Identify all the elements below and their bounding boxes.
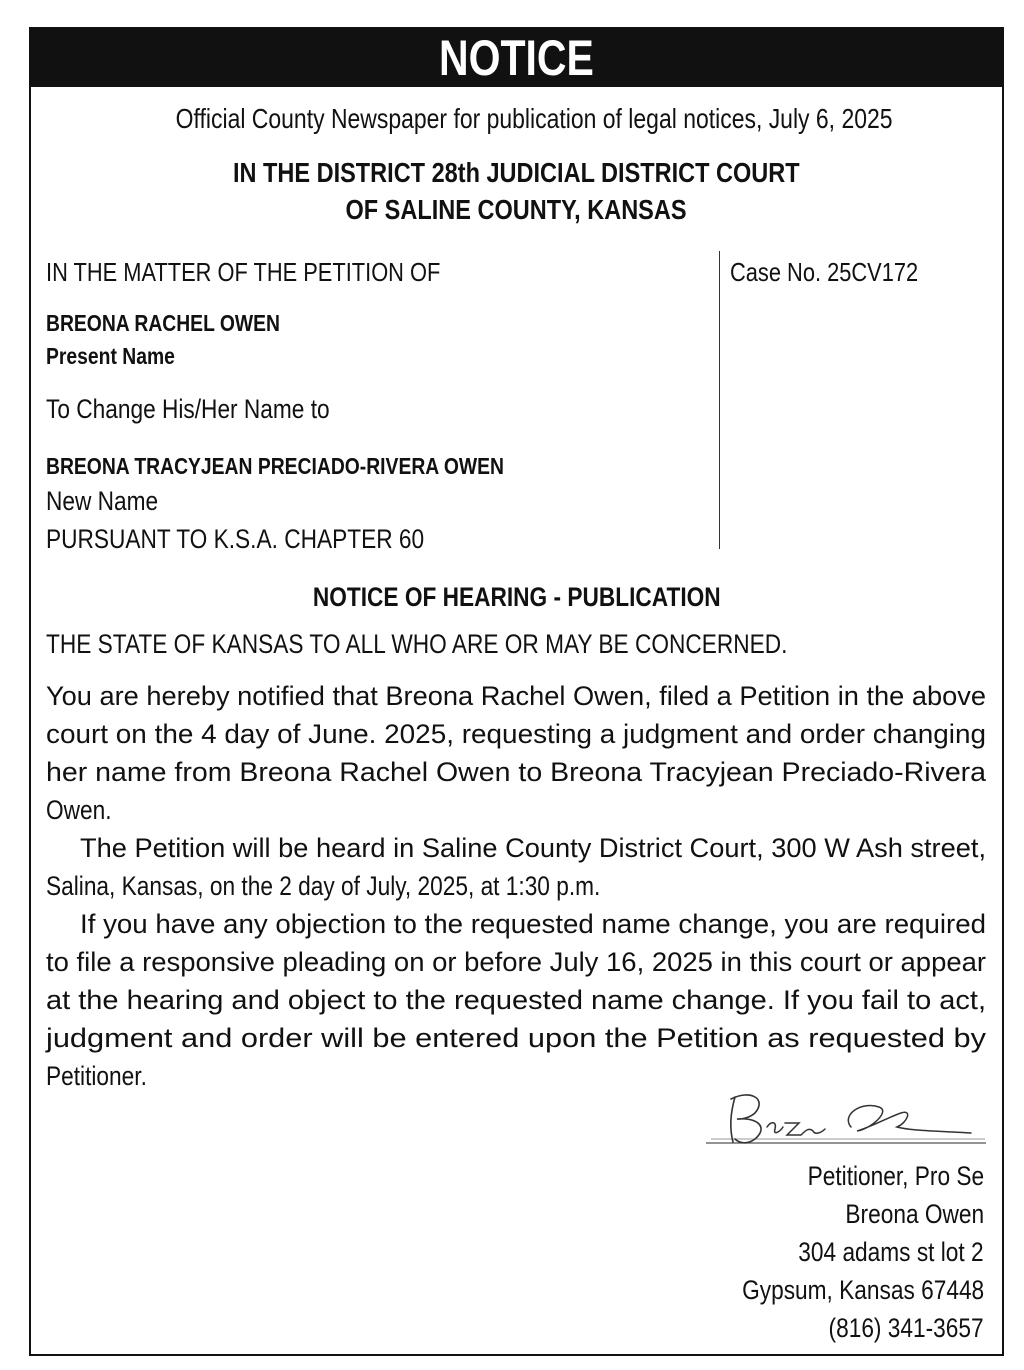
court-heading-line1: IN THE DISTRICT 28th JUDICIAL DISTRICT COURT	[233, 157, 800, 188]
paragraph-line: If you have any objection to the requested name change, you are required	[80, 909, 987, 939]
new-name-label: New Name	[46, 486, 159, 516]
pursuant-line: PURSUANT TO K.S.A. CHAPTER 60	[46, 524, 425, 554]
state-address-line: THE STATE OF KANSAS TO ALL WHO ARE OR MAY BE CONCERNED.	[46, 629, 788, 659]
court-heading-line2: OF SALINE COUNTY, KANSAS	[345, 194, 688, 225]
paragraph-line: You are hereby notified that Breona Rachel Owen, filed a Petition in the above	[46, 681, 986, 711]
paragraph-line: her name from Breona Rachel Owen to Breona Tracyjean Preciado-Rivera	[46, 757, 987, 787]
notice-banner	[31, 29, 1002, 87]
banner-title: NOTICE	[439, 30, 594, 86]
matter-line: IN THE MATTER OF THE PETITION OF	[46, 257, 441, 287]
paragraph-line: judgment and order will be entered upon the Petition as requested by	[46, 1023, 986, 1053]
signature-image	[701, 1087, 991, 1157]
petitioner-name: Breona Owen	[845, 1199, 984, 1229]
petitioner-phone: (816) 341-3657	[828, 1313, 984, 1343]
new-name-value: BREONA TRACYJEAN PRECIADO-RIVERA OWEN	[46, 453, 504, 479]
paragraph-objection	[46, 905, 986, 1095]
paragraph-line: Owen.	[46, 795, 112, 825]
paragraph-line: The Petition will be heard in Saline County District Court, 300 W Ash street,	[80, 833, 987, 863]
paragraph-hearing	[46, 829, 986, 905]
notice-frame	[29, 27, 1004, 1356]
paragraph-line: Salina, Kansas, on the 2 day of July, 2025, at 1:30 p.m.	[46, 871, 601, 901]
paragraph-line: court on the 4 day of June. 2025, requesting a judgment and order changing	[46, 719, 987, 749]
paragraph-line: to file a responsive pleading on or before July 16, 2025 in this court or appear	[46, 947, 987, 977]
paragraph-line: at the hearing and object to the requested name change. If you fail to act,	[46, 985, 987, 1015]
case-number: Case No. 25CV172	[730, 257, 919, 287]
present-name-label: Present Name	[46, 343, 175, 369]
caption-divider	[719, 251, 720, 549]
paragraph-line: Petitioner.	[46, 1061, 147, 1091]
paragraph-notified	[46, 677, 986, 829]
petitioner-role: Petitioner, Pro Se	[807, 1161, 984, 1191]
official-newspaper-line: Official County Newspaper for publication of legal notices, July 6, 2025	[176, 103, 893, 134]
present-name-value: BREONA RACHEL OWEN	[46, 310, 280, 336]
hearing-title: NOTICE OF HEARING - PUBLICATION	[312, 582, 721, 612]
petitioner-city: Gypsum, Kansas 67448	[741, 1275, 984, 1305]
to-change-line: To Change His/Her Name to	[46, 394, 330, 424]
petitioner-street: 304 adams st lot 2	[798, 1237, 984, 1267]
